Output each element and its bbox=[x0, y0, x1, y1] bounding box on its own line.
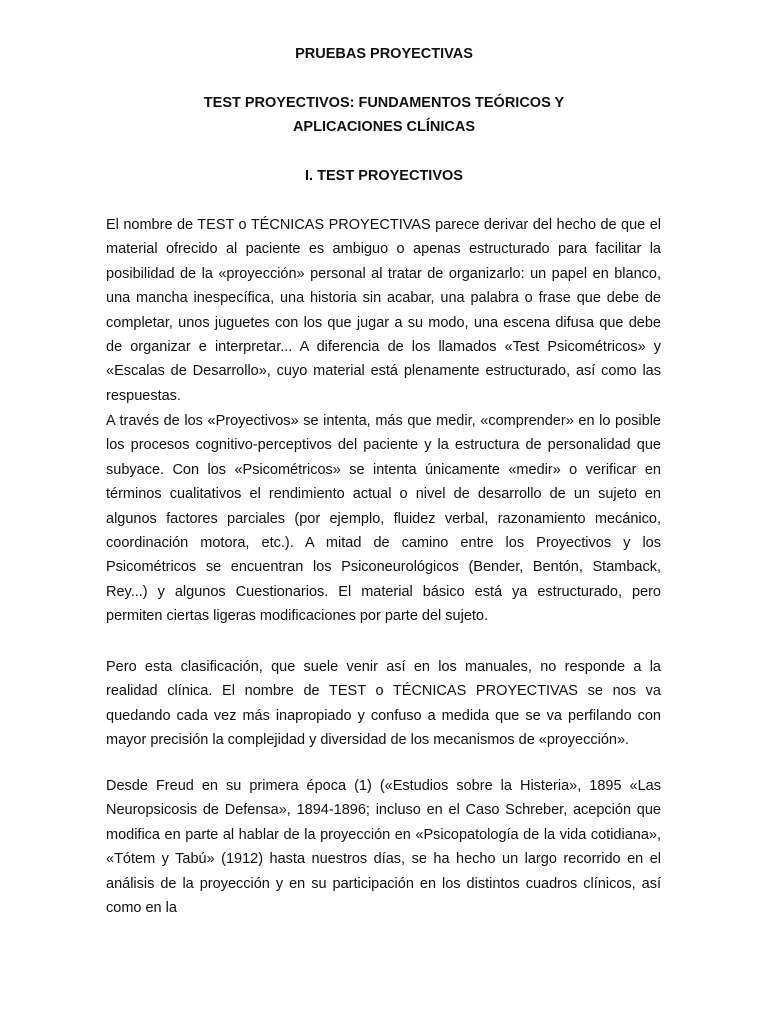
paragraph: Pero esta clasificación, que suele venir así en los manuales, no responde a la realidad clínica. El nombre de TEST o TÉCNICAS PROYECTIVAS se nos va quedando cada vez más inapropiado y confuso a medida que se va perfilando con mayor precisión la complejidad y diversidad de los mecanismos de «proyección». bbox=[106, 659, 661, 749]
document-subtitle: TEST PROYECTIVOS: FUNDAMENTOS TEÓRICOS Y APLICACIONES CLÍNICAS bbox=[203, 95, 565, 136]
paragraph: Desde Freud en su primera época (1) («Estudios sobre la Histeria», 1895 «Las Neuropsicosis de Defensa», 1894-1896; incluso en el Caso Schreber, acepción que modifica en parte al hablar de la proyección en «Psicopatología de la vida cotidiana», «Tótem y Tabú» (1912) hasta nuestros días, se ha hecho un largo recorrido en el análisis de la proyección y en su participación en los distintos cuadros clínicos, así como en la bbox=[106, 778, 661, 917]
paragraph: A través de los «Proyectivos» se intenta, más que medir, «comprender» en lo posible los procesos cognitivo-perceptivos del paciente y la estructura de personalidad que subyace. Con los «Psicométricos» se intenta únicamente «medir» o verificar en términos cualitativos el rendimiento actual o nivel de desarrollo de un sujeto en algunos factores parciales (por ejemplo, fluidez verbal, razonamiento mecánico, coordinación motora, etc.). A mitad de camino entre los Proyectivos y los Psicométricos se encuentran los Psiconeurológicos (Bender, Bentón, Stamback, Rey...) y algunos Cuestionarios. El material básico está ya estructurado, pero permiten ciertas ligeras modificaciones por parte del sujeto. bbox=[106, 413, 661, 625]
document-title: PRUEBAS PROYECTIVAS bbox=[295, 46, 473, 62]
paragraph: El nombre de TEST o TÉCNICAS PROYECTIVAS parece derivar del hecho de que el material ofrecido al paciente es ambiguo o apenas estructurado para facilitar la posibilidad de la «proyección» personal al tratar de organizarlo: un papel en blanco, una mancha inespecífica, una historia sin acabar, una palabra o frase que debe de completar, unos juguetes con los que jugar a su modo, una escena difusa que debe de organizar e interpretar... A diferencia de los llamados «Test Psicométricos» y «Escalas de Desarrollo», cuyo material está plenamente estructurado, así como las respuestas. bbox=[106, 217, 661, 404]
section-heading: I. TEST PROYECTIVOS bbox=[305, 168, 463, 184]
